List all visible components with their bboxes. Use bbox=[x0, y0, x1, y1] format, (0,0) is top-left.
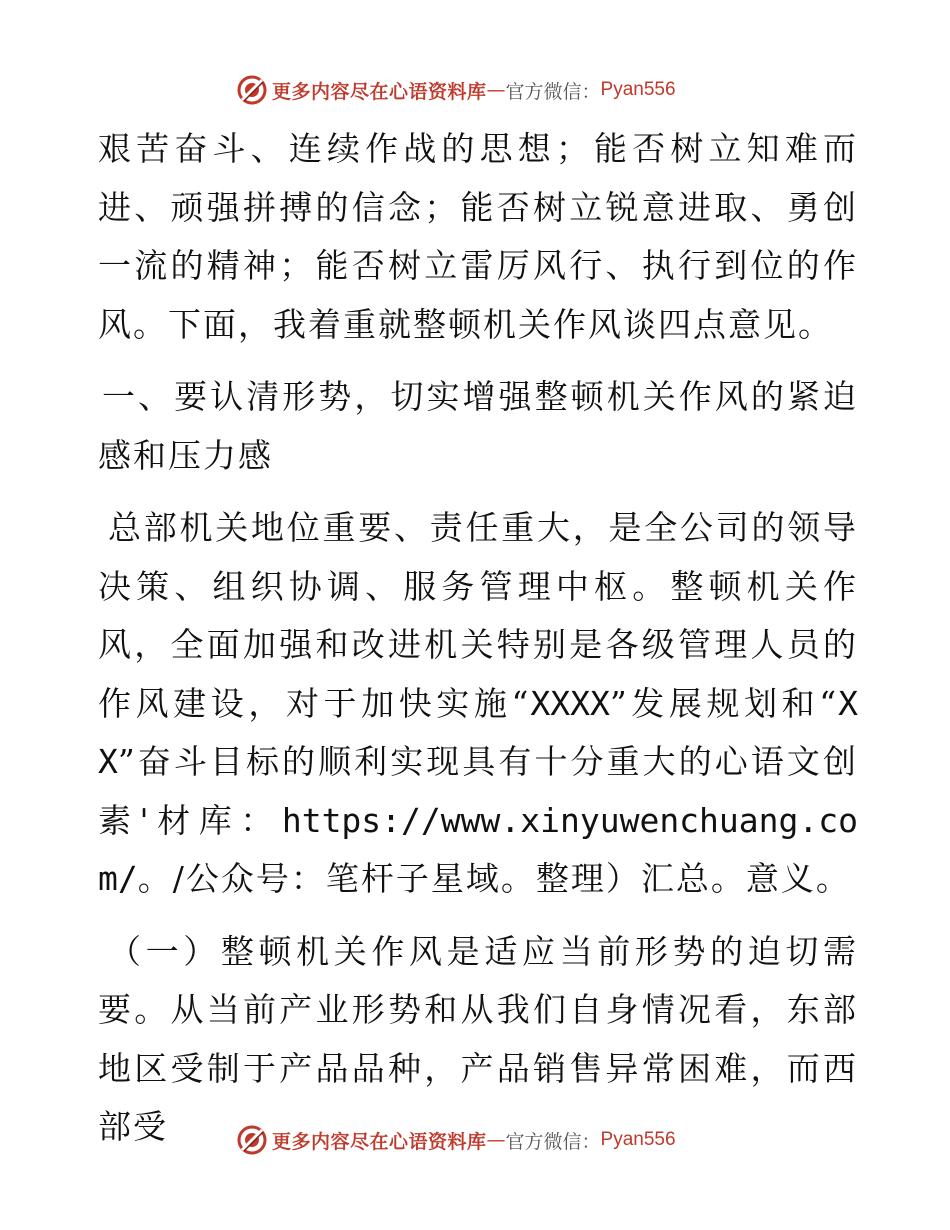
banner-separator: — bbox=[486, 1129, 506, 1151]
banner-official-text: 官方微信： bbox=[505, 80, 601, 103]
paragraph-2-part-d: 。/公众号：笔杆子星域。整理）汇总。意义。 bbox=[137, 859, 851, 898]
paragraph-1: 艰苦奋斗、连续作战的思想；能否树立知难而进、顽强拼搏的信念；能否树立锐意进取、勇创一流的精神；能否树立雷厉风行、执行到位的作风。下面，我着重就整顿机关作风谈四点意见。 bbox=[98, 129, 858, 344]
banner-official-text: 官方微信： bbox=[505, 1130, 601, 1153]
code-placeholder-2: XX bbox=[98, 683, 858, 781]
website-url: https://www.xinyuwenchuang.com/ bbox=[98, 800, 858, 898]
banner-site-text: 更多内容尽在心语资料库 bbox=[272, 1130, 487, 1153]
pen-logo-icon bbox=[236, 74, 268, 106]
paragraph-2-part-a: 总部机关地位重要、责任重大，是全公司的领导决策、组织协调、服务管理中枢。整顿机关作风，全面加强和改进机关特别是各级管理人员的作风建设，对于加快实施“ bbox=[98, 508, 858, 723]
banner-separator: — bbox=[486, 79, 506, 101]
footer-banner bbox=[236, 1122, 676, 1158]
section-heading-1: 一、要认清形势，切实增强整顿机关作风的紧迫感和压力感 bbox=[98, 377, 858, 475]
paragraph-2 bbox=[98, 499, 858, 909]
banner-wechat-id: Pyan556 bbox=[600, 79, 676, 100]
paragraph-2-part-c: ”奋斗目标的顺利实现具有十分重大的心语文创素'材库： bbox=[98, 742, 858, 840]
paragraph-2-part-b: ”发展规划和“ bbox=[609, 683, 839, 723]
banner-wechat-id: Pyan556 bbox=[600, 1129, 676, 1150]
banner-site-text: 更多内容尽在心语资料库 bbox=[272, 80, 487, 103]
code-placeholder-1: XXXX bbox=[530, 683, 610, 723]
document-body bbox=[98, 120, 858, 1157]
header-banner bbox=[236, 72, 676, 108]
pen-logo-icon bbox=[236, 1124, 268, 1156]
section-heading-2: （一）整顿机关作风是适应当前形势的迫切需要。从当前产业形势和从我们自身情况看，东部地区受制于产品品种，产品销售异常困难，而西部受 bbox=[98, 931, 858, 1146]
